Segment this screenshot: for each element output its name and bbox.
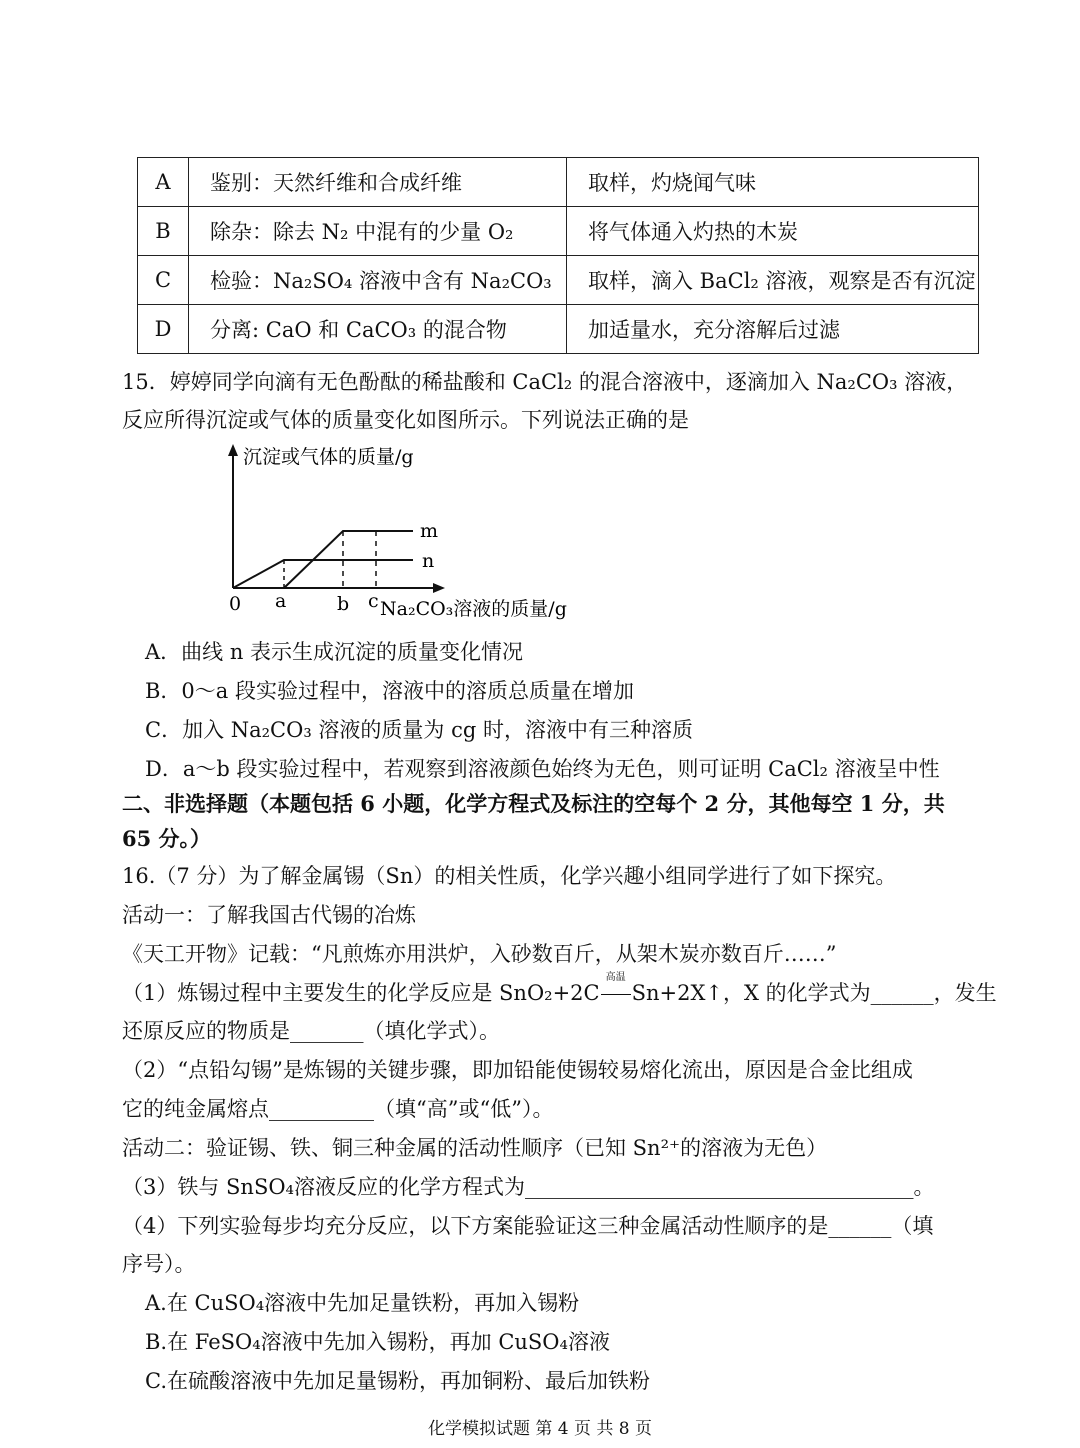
q15-stem-line2: 反应所得沉淀或气体的质量变化如图所示。下列说法正确的是 xyxy=(122,408,689,432)
x-axis-arrow xyxy=(433,583,445,593)
x-tick-c: c xyxy=(368,590,379,612)
series-n-label: n xyxy=(422,550,435,572)
q16-part1-text-a: （1）炼锡过程中主要发生的化学反应是 SnO₂+2C xyxy=(122,981,600,1005)
x-axis-label: Na₂CO₃溶液的质量/g xyxy=(380,598,567,620)
q16-option-c: C.在硫酸溶液中先加足量锡粉，再加铜粉、最后加铁粉 xyxy=(145,1369,650,1393)
table-row xyxy=(138,256,979,305)
row-letter: A xyxy=(138,158,189,207)
row-method: 将气体通入灼热的木炭 xyxy=(567,207,979,256)
q16-option-b: B.在 FeSO₄溶液中先加入锡粉，再加 CuSO₄溶液 xyxy=(145,1330,610,1354)
q15-stem-line1: 15．婷婷同学向滴有无色酚酞的稀盐酸和 CaCl₂ 的混合溶液中，逐滴加入 Na₂CO₃ 溶液， xyxy=(122,370,968,394)
q16-activity2: 活动二：验证锡、铁、铜三种金属的活动性顺序（已知 Sn²⁺的溶液为无色） xyxy=(122,1136,828,1160)
series-n-line xyxy=(233,560,413,588)
q16-option-a: A.在 CuSO₄溶液中先加足量铁粉，再加入锡粉 xyxy=(145,1291,580,1315)
q16-intro: 16.（7 分）为了解金属锡（Sn）的相关性质，化学兴趣小组同学进行了如下探究。 xyxy=(122,864,897,888)
x-tick-0: 0 xyxy=(229,593,242,615)
q16-part1-text-b: Sn+2X↑，X 的化学式为______，发生 xyxy=(631,981,997,1005)
x-tick-a: a xyxy=(275,590,287,612)
row-method: 加适量水，充分溶解后过滤 xyxy=(567,305,979,354)
q16-activity1: 活动一：了解我国古代锡的冶炼 xyxy=(122,903,416,927)
q16-part4-line1: （4）下列实验每步均充分反应，以下方案能验证这三种金属活动性顺序的是______（填 xyxy=(122,1214,934,1238)
q15-option-b: B．0～a 段实验过程中，溶液中的溶质总质量在增加 xyxy=(145,679,634,703)
condition-label: 高温 xyxy=(605,972,626,983)
row-task: 分离: CaO 和 CaCO₃ 的混合物 xyxy=(189,305,567,354)
row-method: 取样，滴入 BaCl₂ 溶液，观察是否有沉淀 xyxy=(567,256,979,305)
table-row xyxy=(138,207,979,256)
page-footer: 化学模拟试题 第 4 页 共 8 页 xyxy=(427,1419,653,1439)
row-task: 鉴别：天然纤维和合成纤维 xyxy=(189,158,567,207)
q15-option-c: C．加入 Na₂CO₃ 溶液的质量为 cg 时，溶液中有三种溶质 xyxy=(145,718,693,742)
row-letter: D xyxy=(138,305,189,354)
q15-option-a: A．曲线 n 表示生成沉淀的质量变化情况 xyxy=(145,640,524,664)
row-letter: C xyxy=(138,256,189,305)
x-tick-b: b xyxy=(337,593,350,615)
q16-part3: （3）铁与 SnSO₄溶液反应的化学方程式为_____________________________________。 xyxy=(122,1175,935,1199)
series-m-label: m xyxy=(420,520,439,542)
y-axis-label: 沉淀或气体的质量/g xyxy=(243,446,414,468)
q16-part1-line2: 还原反应的物质是_______（填化学式）。 xyxy=(122,1019,500,1043)
table-row xyxy=(138,158,979,207)
q16-quote: 《天工开物》记载：“凡煎炼亦用洪炉，入砂数百斤，从架木炭亦数百斤……” xyxy=(122,942,837,966)
reaction-condition xyxy=(600,972,632,1007)
q15-option-d: D．a～b 段实验过程中，若观察到溶液颜色始终为无色，则可证明 CaCl₂ 溶液呈中性 xyxy=(145,757,940,781)
q16-part4-line2: 序号）。 xyxy=(122,1252,196,1276)
q15-chart xyxy=(200,440,600,630)
q16-part1-line1 xyxy=(122,972,997,1007)
row-task: 检验：Na₂SO₄ 溶液中含有 Na₂CO₃ xyxy=(189,256,567,305)
options-table xyxy=(137,157,979,354)
section2-heading-line2: 65 分。） xyxy=(122,826,212,851)
condition-bar xyxy=(601,994,631,995)
row-letter: B xyxy=(138,207,189,256)
row-task: 除杂：除去 N₂ 中混有的少量 O₂ xyxy=(189,207,567,256)
table-row xyxy=(138,305,979,354)
y-axis-arrow xyxy=(228,444,238,456)
row-method: 取样，灼烧闻气味 xyxy=(567,158,979,207)
section2-heading-line1: 二、非选择题（本题包括 6 小题，化学方程式及标注的空每个 2 分，其他每空 1 分，共 xyxy=(122,791,945,816)
q16-part2-line1: （2）“点铅勾锡”是炼锡的关键步骤，即加铅能使锡较易熔化流出，原因是合金比组成 xyxy=(122,1058,913,1082)
q16-part2-line2: 它的纯金属熔点__________（填“高”或“低”）。 xyxy=(122,1097,554,1121)
